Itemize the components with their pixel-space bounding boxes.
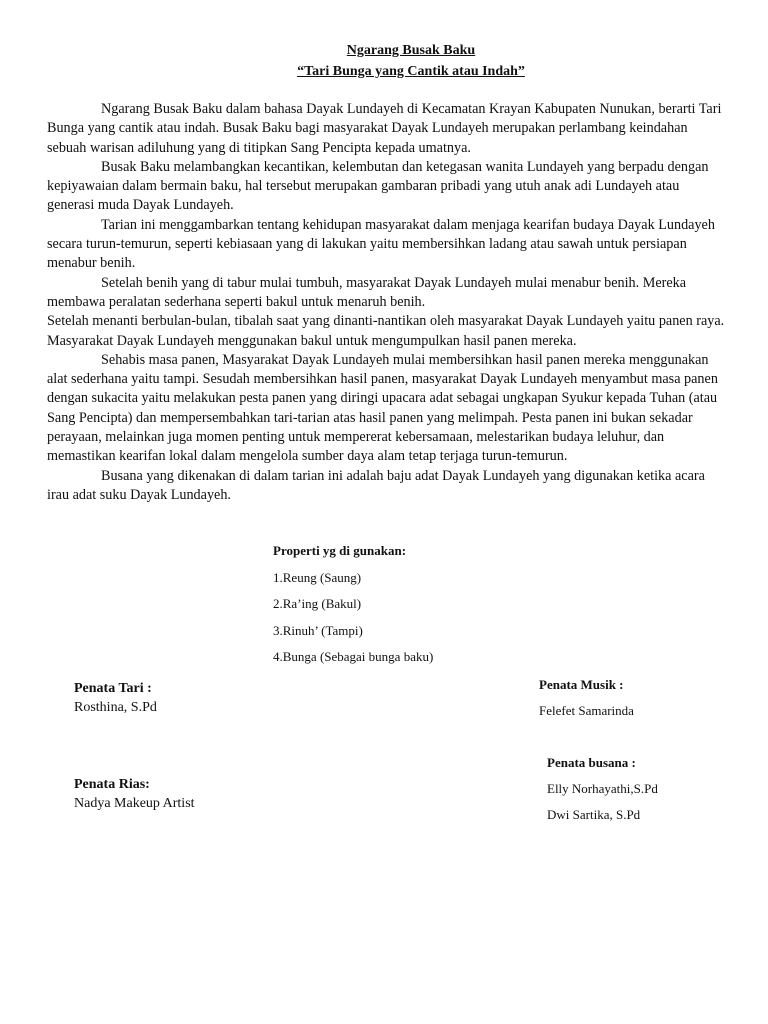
- paragraph: Sehabis masa panen, Masyarakat Dayak Lundayeh mulai membersihkan hasil panen mereka menggunakan alat sederhana yaitu tampi. Sesudah membersihkan hasil panen, masyarakat Dayak Lundayeh menyambut masa panen dengan sukacita yaitu melakukan pesta panen yang diringi upacara adat sebagai ungkapan Syukur kepada Tuhan (atau Sang Pencipta) dan mempersembahkan tari-tarian atas hasil panen yang melimpah. Pesta panen ini bukan sekadar perayaan, melainkan juga momen penting untuk mempererat kebersamaan, melestarikan budaya leluhur, dan memastikan kearifan lokal dalam mengelola sumber daya alam tetap terjaga turun-temurun.: [47, 351, 718, 465]
- list-item: 4.Bunga (Sebagai bunga baku): [273, 649, 434, 664]
- paragraph: Setelah benih yang di tabur mulai tumbuh, masyarakat Dayak Lundayeh mulai menabur benih. Mereka membawa peralatan sederhana seperti bakul untuk menaruh benih.: [47, 274, 687, 310]
- credit-penata-rias: [74, 775, 195, 813]
- properties-list: [273, 543, 433, 676]
- paragraph: Tarian ini menggambarkan tentang kehidupan masyarakat dalam menjaga kearifan budaya Dayak Lundayeh secara turun-temurun, seperti kebiasaan yang di lakukan yaitu membersihkan ladang atau sawah untuk persiapan menabur benih.: [47, 216, 715, 272]
- document-subtitle: “Tari Bunga yang Cantik atau Indah”: [297, 64, 525, 79]
- list-item: 3.Rinuh’ (Tampi): [273, 622, 363, 638]
- paragraph: Busak Baku melambangkan kecantikan, kelembutan dan ketegasan wanita Lundayeh yang berpadu dengan kepiyawaian dalam bermain baku, hal tersebut merupakan gambaran pribadi yang utuh anak adi Lundayeh atau generasi muda Dayak Lundayeh.: [47, 158, 709, 214]
- list-item: 1.Reung (Saung): [273, 569, 362, 585]
- credit-penata-busana: [547, 755, 658, 833]
- credit-label: Penata busana :: [547, 755, 636, 770]
- properties-heading: Properti yg di gunakan:: [273, 543, 407, 558]
- paragraph: Busana yang dikenakan di dalam tarian ini adalah baju adat Dayak Lundayeh yang digunakan ketika acara irau adat suku Dayak Lundayeh.: [47, 467, 705, 503]
- paragraph: Ngarang Busak Baku dalam bahasa Dayak Lundayeh di Kecamatan Krayan Kabupaten Nunukan, berarti Tari Bunga yang cantik atau indah. Busak Baku bagi masyarakat Dayak Lundayeh merupakan perlambang keindahan sebuah warisan adiluhung yang di titipkan Sang Pencipta kepada umatnya.: [47, 101, 722, 156]
- credit-name: Felefet Samarinda: [539, 703, 634, 718]
- credit-label: Penata Rias:: [74, 777, 150, 792]
- credit-penata-musik: [539, 677, 634, 729]
- body-text: [47, 100, 727, 505]
- paragraph: Setelah menanti berbulan-bulan, tibalah saat yang dinanti-nantikan oleh masyarakat Dayak Lundayeh yaitu panen raya. Masyarakat Dayak Lundayeh menggunakan bakul untuk mengumpulkan hasil panen mereka.: [47, 313, 725, 349]
- credit-name: Elly Norhayathi,S.Pd: [547, 781, 658, 796]
- credit-name: Dwi Sartika, S.Pd: [547, 807, 641, 822]
- credit-label: Penata Tari :: [74, 681, 152, 696]
- credit-name: Rosthina, S.Pd: [74, 700, 157, 715]
- list-item: 2.Ra’ing (Bakul): [273, 596, 362, 611]
- credit-name: Nadya Makeup Artist: [74, 796, 195, 811]
- credit-penata-tari: [74, 679, 157, 717]
- document-title: Ngarang Busak Baku: [346, 43, 476, 58]
- credit-label: Penata Musik :: [539, 677, 624, 692]
